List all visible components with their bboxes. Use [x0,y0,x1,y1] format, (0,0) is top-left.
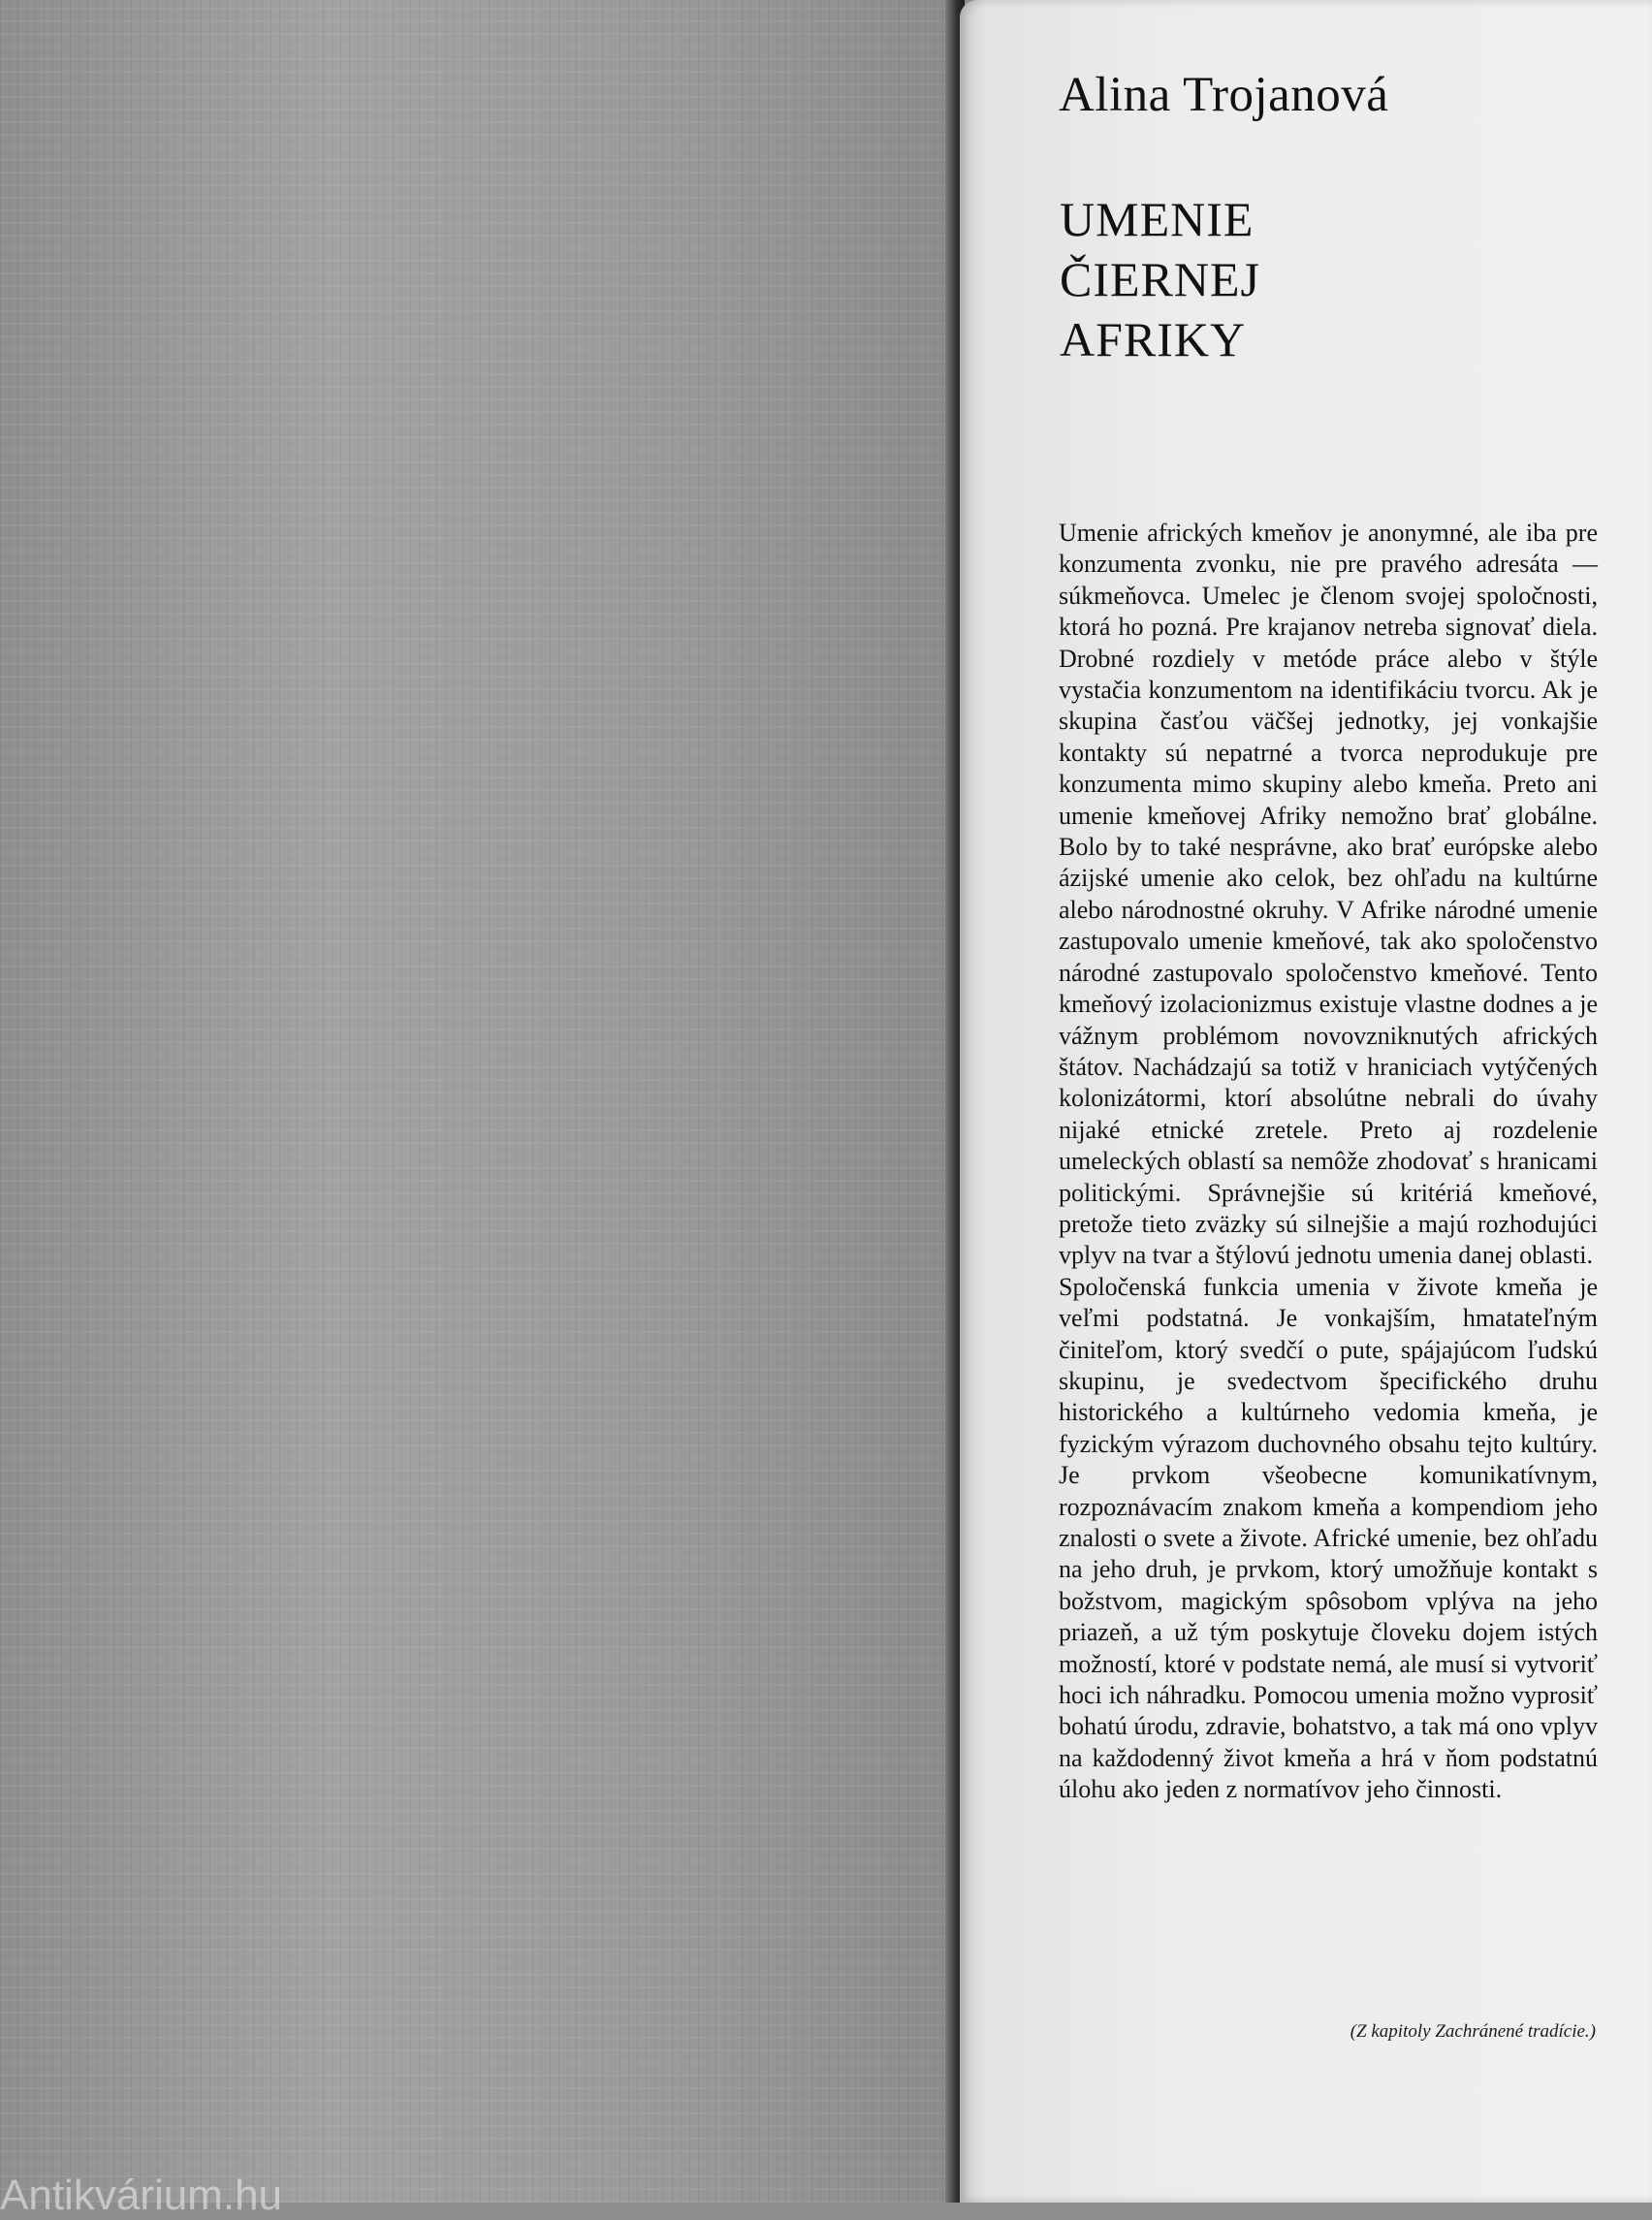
title-line-1: UMENIE [1060,192,1255,246]
paragraph-2: Spoločenská funkcia umenia v živote kmeňa je veľmi podstatná. Je vonkajším, hmatateľným činiteľom, ktorý svedčí o pute, spájajúcom ľudskú skupinu, je svedectvom špecifického druhu historického a kultúrneho vedomia kmeňa, je fyzickým výrazom duchovného obsahu tejto kultúry. Je prvkom všeobecne komunikatívnym, rozpoznávacím znakom kmeňa a kompendiom jeho znalosti o svete a živote. Africké umenie, bez ohľadu na jeho druh, je prvkom, ktorý umožňuje kontakt s božstvom, magickým spôsobom vplýva na jeho priazeň, a už tým poskytuje človeku dojem istých možností, ktoré v podstate nemá, ale musí si vytvoriť hoci ich náhradku. Pomocou umenia možno vyprosiť bohatú úrodu, zdravie, bohatstvo, a tak má ono vplyv na každodenný život kmeňa a hrá v ňom podstatnú úlohu ako jeden z normatívov jeho činnosti. [1059,1272,1598,1804]
source-caption: (Z kapitoly Zachránené tradície.) [1350,2021,1596,2042]
body-text [1059,518,1598,1806]
author-name: Alina Trojanová [1059,68,1389,122]
paragraph-1: Umenie afrických kmeňov je anonymné, ale iba pre konzumenta zvonku, nie pre pravého adresáta — súkmeňovca. Umelec je členom svojej spoločnosti, ktorá ho pozná. Pre krajanov netreba signovať diela. Drobné rozdiely v metóde práce alebo v štýle vystačia konzumentom na identifikáciu tvorcu. Ak je skupina časťou väčšej jednotky, jej vonkajšie kontakty sú nepatrné a tvorca neprodukuje pre konzumenta mimo skupiny alebo kmeňa. Preto ani umenie kmeňovej Afriky nemožno brať globálne. Bolo by to také nesprávne, ako brať európske alebo ázijské umenie ako celok, bez ohľadu na kultúrne alebo národnostné okruhy. V Afrike národné umenie zastupovalo umenie kmeňové, tak ako spoločenstvo národné zastupovalo spoločenstvo kmeňové. Tento kmeňový izolacionizmus existuje vlastne dodnes a je vážnym problémom novovzniknutých afrických štátov. Nachádzajú sa totiž v hraniciach vytýčených kolonizátormi, ktorí absolútne nebrali do úvahy nijaké etnické zretele. Preto aj rozdelenie umeleckých oblastí sa nemôže zhodovať s hranicami politickými. Správnejšie sú kritériá kmeňové, pretože tieto zväzky sú silnejšie a majú rozhodujúci vplyv na tvar a štýlovú jednotu umenia danej oblasti. [1059,519,1598,1270]
watermark: Antikvárium.hu [0,2172,283,2219]
title-line-2: ČIERNEJ [1060,252,1260,306]
title-line-3: AFRIKY [1060,312,1247,366]
book-title [1060,189,1603,369]
